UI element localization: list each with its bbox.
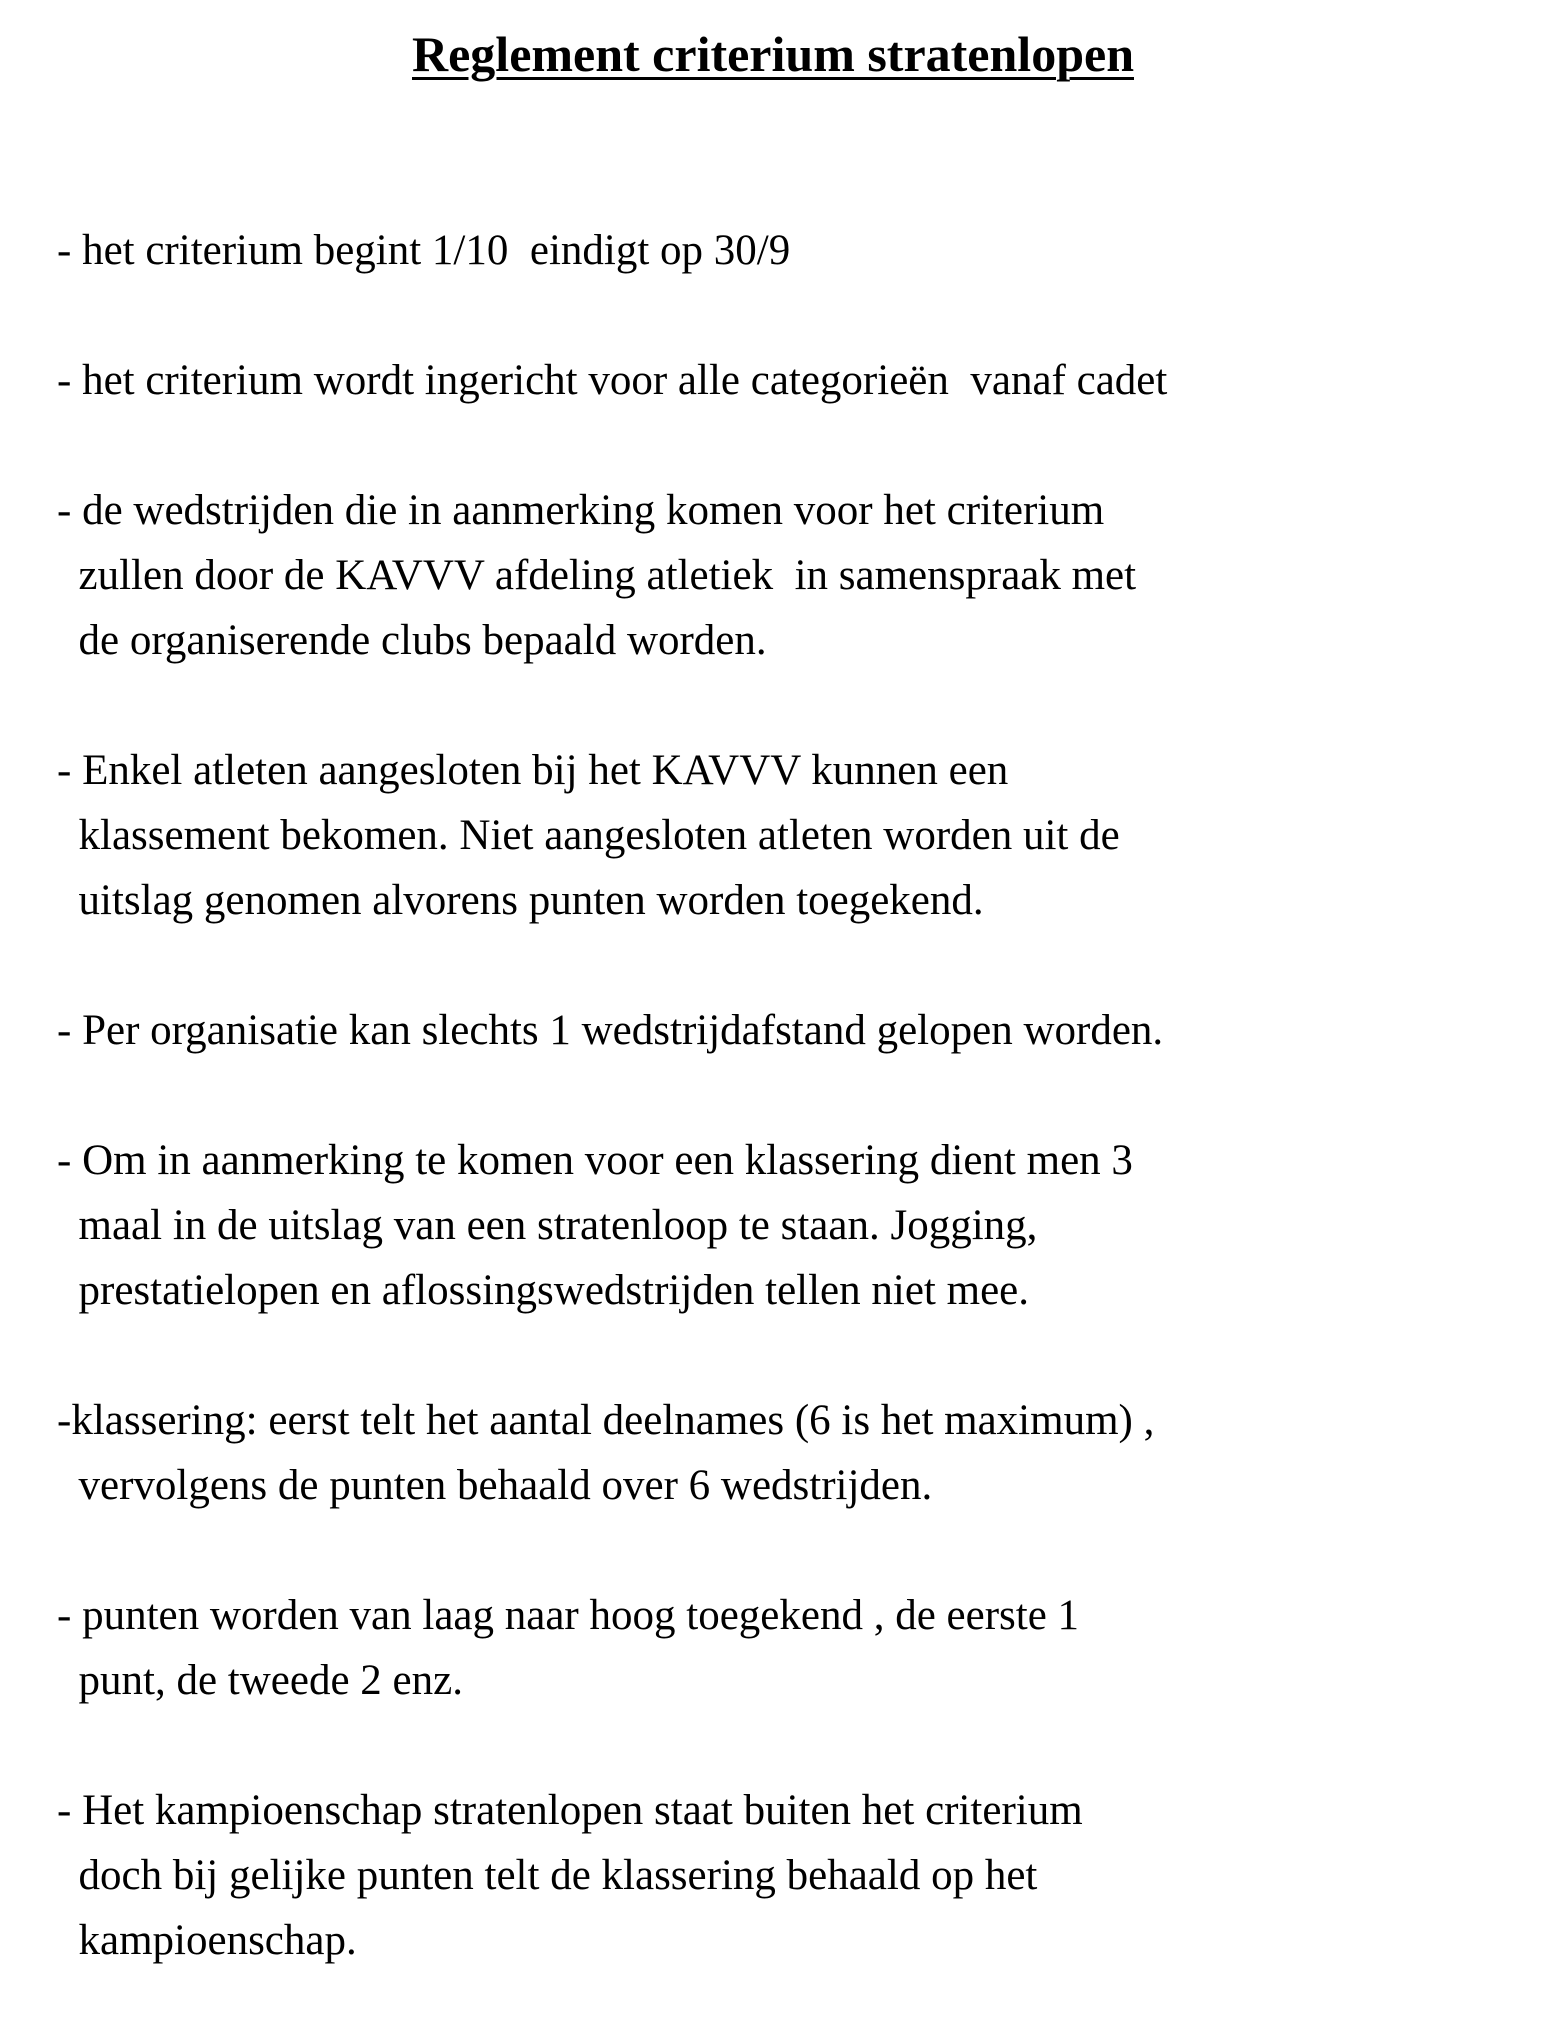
rule-line: vervolgens de punten behaald over 6 wedstrijden. — [57, 1462, 933, 1509]
rule-line: -klassering: eerst telt het aantal deelnames (6 is het maximum) , — [57, 1397, 1155, 1444]
rule-line: - het criterium begint 1/10 eindigt op 30/9 — [57, 227, 791, 274]
rule-line: zullen door de KAVVV afdeling atletiek in samenspraak met — [57, 552, 1137, 599]
rule-line: - Enkel atleten aangesloten bij het KAVVV kunnen een — [57, 747, 1009, 794]
rule-item — [57, 998, 1517, 1128]
rule-line: - het criterium wordt ingericht voor alle categorieën vanaf cadet — [57, 357, 1168, 404]
rule-item — [57, 348, 1517, 478]
rule-item — [57, 218, 1517, 348]
document-title: Reglement criterium stratenlopen — [412, 26, 1134, 82]
rule-line: doch bij gelijke punten telt de klassering behaald op het — [57, 1852, 1038, 1899]
rule-line: - Per organisatie kan slechts 1 wedstrijdafstand gelopen worden. — [57, 1007, 1164, 1054]
rule-line: kampioenschap. — [57, 1917, 357, 1964]
rule-line: punt, de tweede 2 enz. — [57, 1657, 463, 1704]
rule-line: klassement bekomen. Niet aangesloten atleten worden uit de — [57, 812, 1120, 859]
rule-line: - punten worden van laag naar hoog toegekend , de eerste 1 — [57, 1592, 1080, 1639]
rule-line: - Het kampioenschap stratenlopen staat buiten het criterium — [57, 1787, 1083, 1834]
rules-list — [57, 218, 1517, 2038]
rule-item — [57, 1128, 1517, 1388]
rule-item — [57, 1583, 1517, 1778]
rule-item — [57, 1388, 1517, 1583]
rule-item — [57, 738, 1517, 998]
rule-line: maal in de uitslag van een stratenloop te staan. Jogging, — [57, 1202, 1038, 1249]
rule-line: de organiserende clubs bepaald worden. — [57, 617, 767, 664]
rule-item — [57, 1778, 1517, 2038]
rule-line: uitslag genomen alvorens punten worden toegekend. — [57, 877, 984, 924]
rule-line: - de wedstrijden die in aanmerking komen voor het criterium — [57, 487, 1105, 534]
rule-line: prestatielopen en aflossingswedstrijden tellen niet mee. — [57, 1267, 1029, 1314]
rule-line: - Om in aanmerking te komen voor een klassering dient men 3 — [57, 1137, 1133, 1184]
rule-item — [57, 478, 1517, 738]
